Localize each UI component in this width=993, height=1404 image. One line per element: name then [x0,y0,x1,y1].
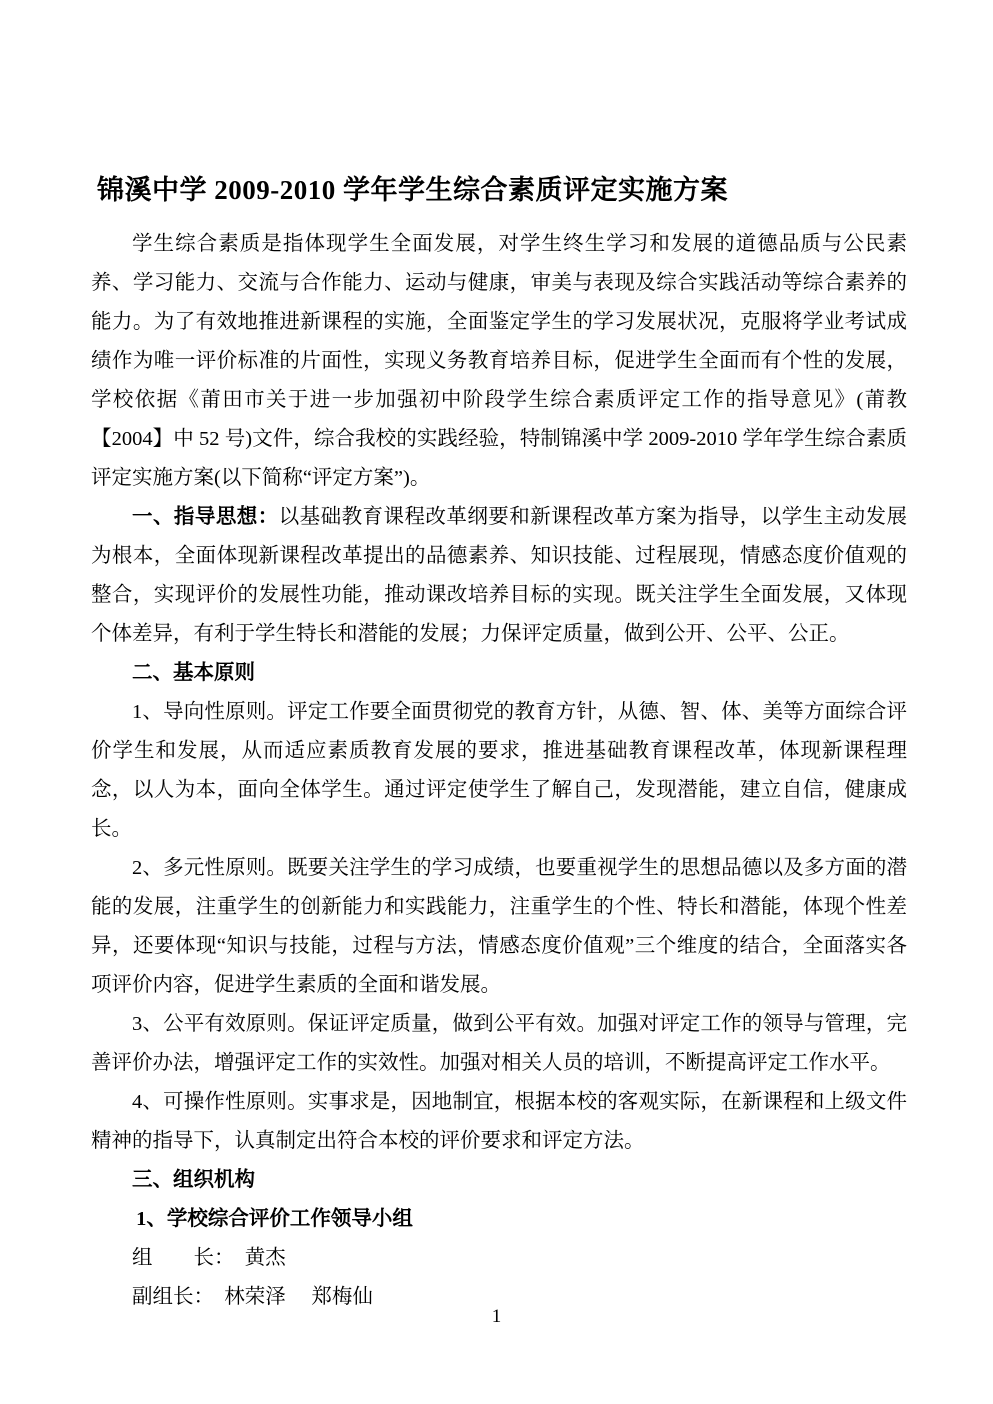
paragraph-guiding-ideology-lead: 一、指导思想： [132,506,279,528]
document-body [91,225,907,1317]
paragraph-intro: 学生综合素质是指体现学生全面发展，对学生终生学习和发展的道德品质与公民素养、学习能力、交流与合作能力、运动与健康，审美与表现及综合实践活动等综合素养的能力。为了有效地推进新课程的实施，全面鉴定学生的学习发展状况，克服将学业考试成绩作为唯一评价标准的片面性，实现义务教育培养目标，促进学生全面而有个性的发展，学校依据《莆田市关于进一步加强初中阶段学生综合素质评定工作的指导意见》(莆教【2004】中 52 号)文件，综合我校的实践经验，特制锦溪中学 2009-2010 学年学生综合素质评定实施方案(以下简称“评定方案”)。 [91,233,907,489]
subheading-leading-group: 1、学校综合评价工作领导小组 [136,1208,413,1230]
paragraph-guiding-ideology [91,498,907,654]
paragraph-principle-fairness: 3、公平有效原则。保证评定质量，做到公平有效。加强对评定工作的领导与管理，完善评价办法，增强评定工作的实效性。加强对相关人员的培训，不断提高评定工作水平。 [91,1013,907,1074]
document-title: 锦溪中学 2009-2010 学年学生综合素质评定实施方案 [97,175,728,205]
paragraph-principle-orientation: 1、导向性原则。评定工作要全面贯彻党的教育方针，从德、智、体、美等方面综合评价学生和发展，从而适应素质教育发展的要求，推进基础教育课程改革，体现新课程理念，以人为本，面向全体学生。通过评定使学生了解自己，发现潜能，建立自信，健康成长。 [91,701,907,840]
line-deputy-leaders: 副组长： 林荣泽 郑梅仙 [132,1286,373,1308]
page-number: 1 [491,1306,502,1327]
heading-organization: 三、组织机构 [132,1169,255,1191]
paragraph-principle-diversity: 2、多元性原则。既要关注学生的学习成绩，也要重视学生的思想品德以及多方面的潜能的发展，注重学生的创新能力和实践能力，注重学生的个性、特长和潜能，体现个性差异，还要体现“知识与技能，过程与方法，情感态度价值观”三个维度的结合，全面落实各项评价内容，促进学生素质的全面和谐发展。 [91,857,907,996]
paragraph-guiding-ideology-text: 以基础教育课程改革纲要和新课程改革方案为指导，以学生主动发展为根本，全面体现新课程改革提出的品德素养、知识技能、过程展现，情感态度价值观的整合，实现评价的发展性功能，推动课改培养目标的实现。既关注学生全面发展，又体现个体差异，有利于学生特长和潜能的发展；力保评定质量，做到公开、公平、公正。 [91,506,908,645]
line-group-leader: 组 长： 黄杰 [132,1247,286,1269]
heading-basic-principles: 二、基本原则 [132,662,255,684]
paragraph-principle-operability: 4、可操作性原则。实事求是，因地制宜，根据本校的客观实际，在新课程和上级文件精神的指导下，认真制定出符合本校的评价要求和评定方法。 [91,1091,907,1152]
